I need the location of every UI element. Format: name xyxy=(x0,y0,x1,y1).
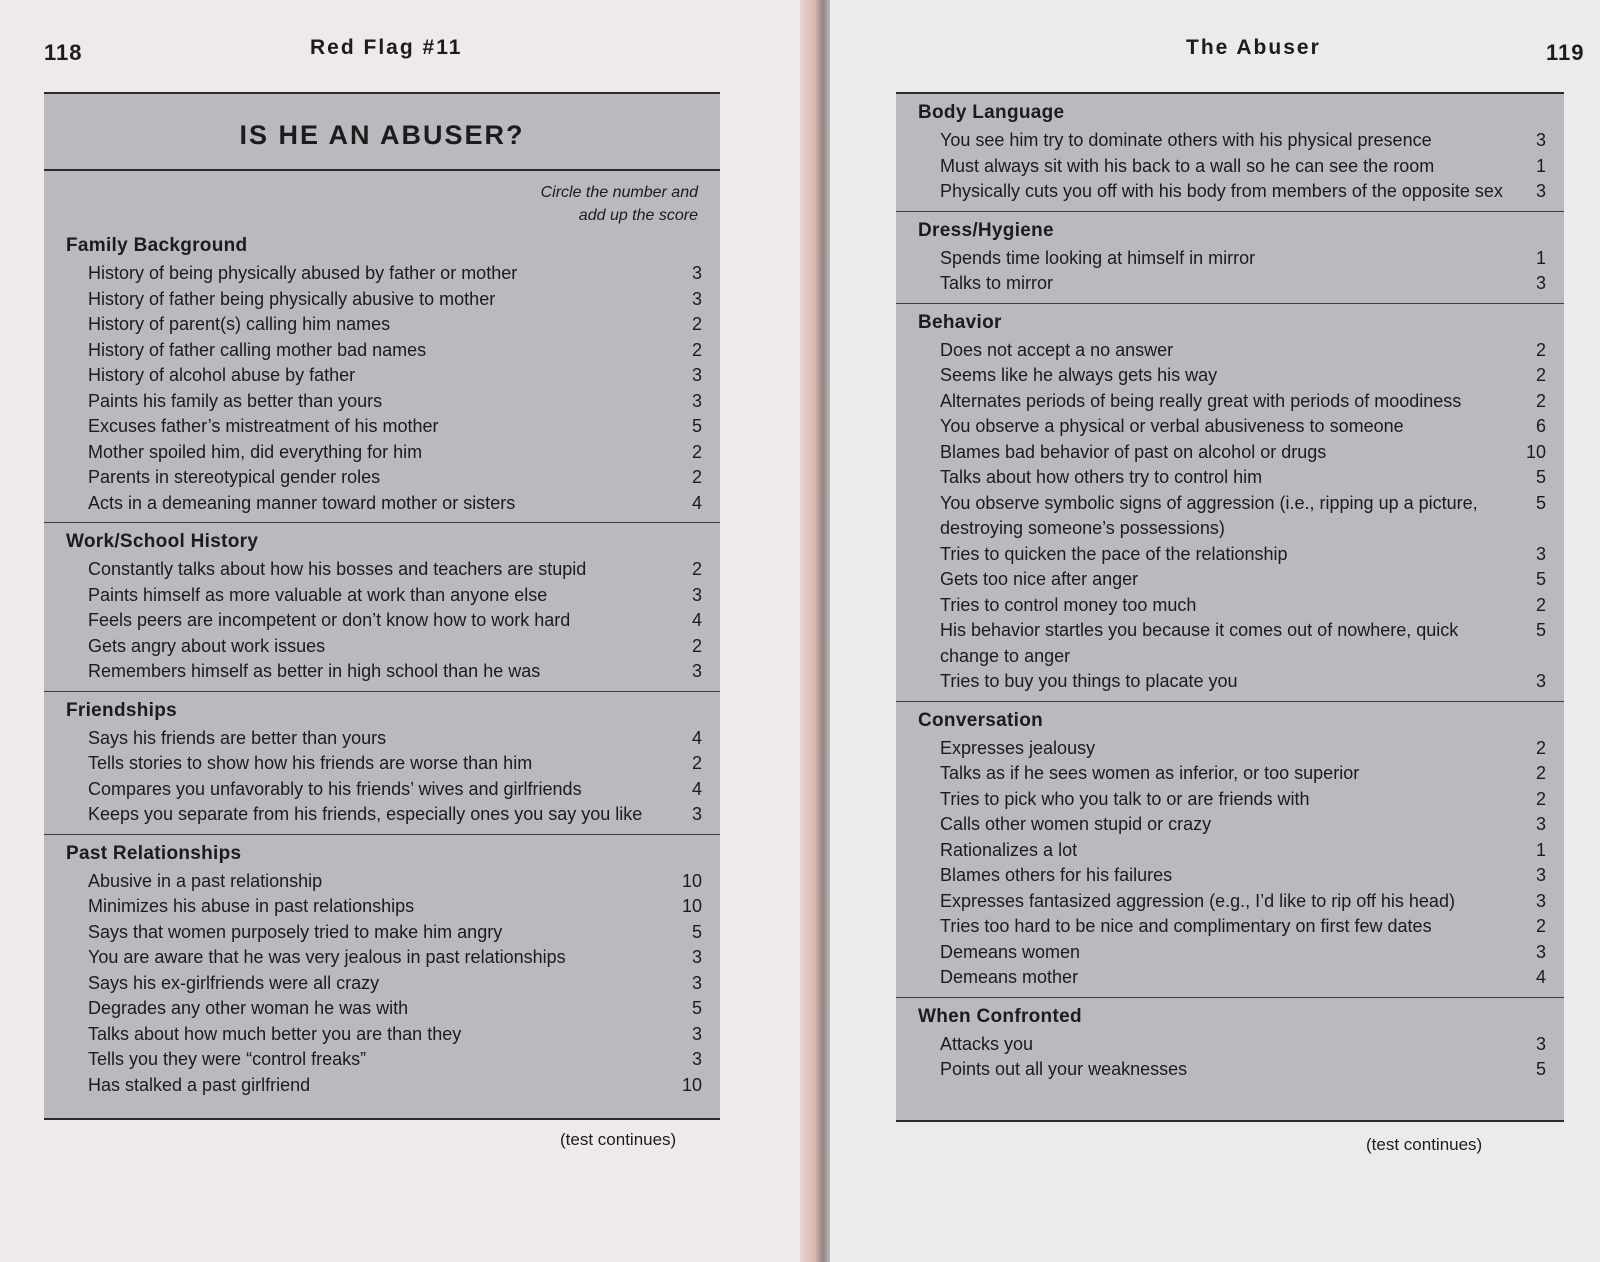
quiz-item-text: Paints himself as more valuable at work than anyone else xyxy=(88,584,548,605)
quiz-item-text: Physically cuts you off with his body from members of the opposite sex xyxy=(940,181,1503,201)
quiz-item xyxy=(44,1047,720,1073)
quiz-item-text: Says his friends are better than yours xyxy=(88,727,387,748)
quiz-instruction xyxy=(44,171,720,227)
section-heading: Dress/Hygiene xyxy=(918,219,1054,241)
quiz-item xyxy=(896,914,1564,940)
quiz-item-score: 2 xyxy=(1535,594,1546,615)
quiz-item xyxy=(44,894,720,920)
quiz-item-text: Alternates periods of being really great with periods of moodiness xyxy=(940,390,1462,411)
section-heading: Friendships xyxy=(66,699,177,721)
quiz-item xyxy=(44,634,720,660)
quiz-item-text: Tries to control money too much xyxy=(940,594,1197,615)
quiz-item-score: 3 xyxy=(1535,941,1546,962)
quiz-item-score: 10 xyxy=(681,870,702,891)
quiz-item-score: 3 xyxy=(691,365,702,385)
right-page-number: 119 xyxy=(1546,40,1585,65)
right-running-head: The Abuser xyxy=(1186,36,1321,59)
quiz-item xyxy=(44,971,720,997)
right-sections xyxy=(896,94,1564,1089)
quiz-item xyxy=(896,1032,1564,1058)
quiz-item-score: 2 xyxy=(691,339,702,360)
quiz-item-text: Degrades any other woman he was with xyxy=(88,998,409,1018)
quiz-section xyxy=(896,998,1564,1089)
quiz-item-text: Talks to mirror xyxy=(940,273,1054,293)
left-page-number: 118 xyxy=(44,40,83,65)
quiz-item-score: 2 xyxy=(1535,763,1546,783)
quiz-item xyxy=(44,1073,720,1099)
quiz-item-text: Tries too hard to be nice and complimentary on first few dates xyxy=(940,916,1432,936)
quiz-section xyxy=(44,227,720,523)
quiz-item xyxy=(896,154,1564,180)
quiz-item-score: 4 xyxy=(691,778,702,799)
quiz-item-score: 3 xyxy=(1535,1033,1546,1054)
quiz-item xyxy=(896,787,1564,813)
quiz-item xyxy=(896,838,1564,864)
quiz-item xyxy=(44,261,720,287)
quiz-item xyxy=(44,440,720,466)
quiz-item-text: Gets too nice after anger xyxy=(940,569,1139,589)
quiz-item-score: 5 xyxy=(691,921,702,942)
quiz-item-score: 3 xyxy=(691,263,702,283)
quiz-item-score: 1 xyxy=(1535,155,1546,176)
quiz-item-score: 10 xyxy=(681,896,702,916)
quiz-item-text: Paints his family as better than yours xyxy=(88,390,383,411)
quiz-section xyxy=(44,692,720,835)
quiz-item-text: You see him try to dominate others with his physical presence xyxy=(940,130,1432,150)
quiz-item xyxy=(896,542,1564,568)
quiz-item xyxy=(44,465,720,491)
quiz-item xyxy=(44,869,720,895)
quiz-item xyxy=(896,736,1564,762)
quiz-item xyxy=(896,179,1564,205)
right-footer: (test continues) xyxy=(1366,1135,1483,1154)
quiz-item-text: Tells stories to show how his friends are worse than him xyxy=(88,753,533,773)
left-running-head: Red Flag #11 xyxy=(310,36,463,59)
quiz-item xyxy=(44,1022,720,1048)
section-heading: Body Language xyxy=(918,102,1065,123)
quiz-item-text: Keeps you separate from his friends, especially ones you say you like xyxy=(88,804,643,824)
quiz-item-text: Parents in stereotypical gender roles xyxy=(88,467,381,487)
quiz-item-score: 3 xyxy=(1535,814,1546,834)
section-heading: Family Background xyxy=(66,235,248,256)
quiz-item-score: 3 xyxy=(691,1049,702,1069)
quiz-item xyxy=(896,940,1564,966)
quiz-item-text: Excuses father’s mistreatment of his mother xyxy=(88,416,439,436)
quiz-item-score: 3 xyxy=(691,947,702,967)
quiz-item xyxy=(44,414,720,440)
quiz-item-score: 4 xyxy=(691,610,702,630)
quiz-item-text: Points out all your weaknesses xyxy=(940,1059,1188,1079)
quiz-item xyxy=(44,583,720,609)
section-heading: Conversation xyxy=(918,709,1044,731)
quiz-item-score: 5 xyxy=(1535,1059,1546,1079)
quiz-item xyxy=(44,389,720,415)
quiz-item-text: Tries to buy you things to placate you xyxy=(940,671,1238,691)
quiz-item xyxy=(44,945,720,971)
quiz-item-score: 2 xyxy=(1535,788,1546,809)
quiz-item-text: Blames bad behavior of past on alcohol or drugs xyxy=(940,441,1327,462)
quiz-item-text: Tries to quicken the pace of the relationship xyxy=(940,543,1288,564)
left-footer: (test continues) xyxy=(560,1130,677,1149)
quiz-item-score: 5 xyxy=(691,998,702,1018)
quiz-item-text: Talks about how others try to control him xyxy=(940,467,1263,487)
quiz-item-text: Rationalizes a lot xyxy=(940,839,1078,860)
quiz-item-score: 2 xyxy=(691,467,702,487)
quiz-item-text: Acts in a demeaning manner toward mother or sisters xyxy=(88,492,516,513)
quiz-title: IS HE AN ABUSER? xyxy=(44,94,720,171)
quiz-item-text: Expresses fantasized aggression (e.g., I’d like to rip off his head) xyxy=(940,890,1455,911)
quiz-item xyxy=(44,338,720,364)
quiz-item-score: 2 xyxy=(691,441,702,462)
quiz-item-score: 5 xyxy=(1535,492,1546,513)
section-heading: Past Relationships xyxy=(66,842,242,864)
quiz-item-text: Attacks you xyxy=(940,1033,1034,1054)
quiz-item-score: 3 xyxy=(1535,181,1546,201)
quiz-item xyxy=(44,726,720,752)
right-page xyxy=(830,0,1600,1262)
left-sections xyxy=(44,227,720,1104)
quiz-item xyxy=(896,889,1564,915)
quiz-item-text: History of father calling mother bad names xyxy=(88,339,427,360)
quiz-section xyxy=(896,304,1564,702)
quiz-item-score: 2 xyxy=(691,753,702,773)
quiz-section xyxy=(44,523,720,692)
quiz-section xyxy=(896,212,1564,304)
quiz-item-text: Spends time looking at himself in mirror xyxy=(940,247,1256,268)
quiz-item-text: History of father being physically abusive to mother xyxy=(88,288,496,309)
quiz-item-text: Says that women purposely tried to make him angry xyxy=(88,921,503,942)
quiz-item-text: Says his ex-girlfriends were all crazy xyxy=(88,972,380,993)
quiz-item-score: 6 xyxy=(1535,416,1546,436)
quiz-item-text: Tells you they were “control freaks” xyxy=(88,1049,367,1069)
quiz-item-text: Mother spoiled him, did everything for him xyxy=(88,441,423,462)
quiz-item-score: 2 xyxy=(1535,390,1546,411)
quiz-item-score: 3 xyxy=(691,288,702,309)
quiz-item-score: 5 xyxy=(1535,620,1546,640)
quiz-item-score: 3 xyxy=(1535,671,1546,691)
quiz-item xyxy=(44,363,720,389)
section-heading: Work/School History xyxy=(66,531,259,552)
quiz-item-score: 2 xyxy=(1535,365,1546,385)
quiz-item-text: Feels peers are incompetent or don’t know how to work hard xyxy=(88,610,571,630)
quiz-item-text: Expresses jealousy xyxy=(940,737,1096,758)
instruction-line-1: Circle the number and xyxy=(540,184,698,201)
quiz-item-score: 3 xyxy=(1535,543,1546,564)
quiz-item xyxy=(896,246,1564,272)
quiz-item-score: 5 xyxy=(691,416,702,436)
quiz-item-score: 1 xyxy=(1535,839,1546,860)
quiz-item-score: 3 xyxy=(1535,130,1546,150)
quiz-item-text: Demeans women xyxy=(940,941,1081,962)
quiz-section xyxy=(896,94,1564,212)
quiz-item xyxy=(44,312,720,338)
quiz-item xyxy=(896,271,1564,297)
quiz-item-text: Tries to pick who you talk to or are friends with xyxy=(940,788,1310,809)
quiz-item-text: Compares you unfavorably to his friends’ wives and girlfriends xyxy=(88,778,582,799)
quiz-section xyxy=(896,702,1564,998)
quiz-item-score: 3 xyxy=(691,661,702,681)
quiz-item-score: 2 xyxy=(691,559,702,579)
quiz-item xyxy=(44,802,720,828)
quiz-item-score: 3 xyxy=(1535,865,1546,885)
quiz-item-score: 5 xyxy=(1535,467,1546,487)
quiz-item-score: 3 xyxy=(1535,273,1546,293)
quiz-item-score: 1 xyxy=(1535,247,1546,268)
quiz-item xyxy=(44,777,720,803)
quiz-item-score: 2 xyxy=(1535,916,1546,936)
quiz-item xyxy=(896,669,1564,695)
quiz-item xyxy=(896,567,1564,593)
quiz-item xyxy=(896,761,1564,787)
quiz-item-text: Constantly talks about how his bosses and teachers are stupid xyxy=(88,559,587,579)
quiz-item-text: Demeans mother xyxy=(940,967,1079,987)
quiz-item-score: 2 xyxy=(691,635,702,656)
quiz-item xyxy=(896,618,1564,669)
quiz-item-score: 10 xyxy=(1525,441,1546,462)
quiz-item xyxy=(896,414,1564,440)
quiz-item-text: Minimizes his abuse in past relationships xyxy=(88,896,415,916)
quiz-item-score: 5 xyxy=(1535,569,1546,589)
quiz-item xyxy=(896,128,1564,154)
quiz-item-text: Remembers himself as better in high school than he was xyxy=(88,661,541,681)
instruction-line-2: add up the score xyxy=(578,207,698,224)
quiz-item xyxy=(44,557,720,583)
quiz-item xyxy=(896,1057,1564,1083)
quiz-item-text: Abusive in a past relationship xyxy=(88,870,323,891)
quiz-item xyxy=(896,389,1564,415)
quiz-item-score: 3 xyxy=(1535,890,1546,911)
quiz-item-text: History of being physically abused by father or mother xyxy=(88,263,518,283)
quiz-item xyxy=(896,863,1564,889)
quiz-item-score: 3 xyxy=(691,584,702,605)
quiz-item-text: You observe symbolic signs of aggression (i.e., ripping up a picture, destroying someone’s possessions) xyxy=(940,492,1478,538)
quiz-item-score: 2 xyxy=(1535,339,1546,360)
quiz-item-text: Seems like he always gets his way xyxy=(940,365,1218,385)
quiz-item xyxy=(896,440,1564,466)
quiz-item-score: 10 xyxy=(681,1074,702,1095)
quiz-item-score: 2 xyxy=(691,314,702,334)
section-heading: When Confronted xyxy=(918,1005,1082,1027)
section-heading: Behavior xyxy=(918,311,1002,333)
quiz-box-right xyxy=(896,92,1564,1122)
quiz-item xyxy=(44,659,720,685)
quiz-item-text: You observe a physical or verbal abusiveness to someone xyxy=(940,416,1404,436)
quiz-item-score: 4 xyxy=(691,492,702,513)
quiz-item-text: Calls other women stupid or crazy xyxy=(940,814,1212,834)
quiz-item xyxy=(896,363,1564,389)
quiz-item xyxy=(896,465,1564,491)
quiz-item xyxy=(44,491,720,517)
quiz-item xyxy=(44,608,720,634)
quiz-item xyxy=(44,287,720,313)
quiz-item-score: 4 xyxy=(691,727,702,748)
quiz-item xyxy=(896,965,1564,991)
quiz-item-score: 4 xyxy=(1535,967,1546,987)
quiz-item-text: Blames others for his failures xyxy=(940,865,1173,885)
quiz-item-text: Talks about how much better you are than they xyxy=(88,1023,462,1044)
quiz-item xyxy=(896,338,1564,364)
quiz-item-text: You are aware that he was very jealous in past relationships xyxy=(88,947,566,967)
quiz-item-score: 2 xyxy=(1535,737,1546,758)
quiz-item xyxy=(896,491,1564,542)
quiz-item-text: His behavior startles you because it comes out of nowhere, quick change to anger xyxy=(940,620,1459,666)
quiz-item xyxy=(44,996,720,1022)
quiz-item-score: 3 xyxy=(691,1023,702,1044)
quiz-item xyxy=(896,593,1564,619)
quiz-item-text: History of alcohol abuse by father xyxy=(88,365,356,385)
quiz-item-text: Talks as if he sees women as inferior, or too superior xyxy=(940,763,1360,783)
quiz-item xyxy=(896,812,1564,838)
quiz-item xyxy=(44,920,720,946)
quiz-item-text: Must always sit with his back to a wall so he can see the room xyxy=(940,155,1435,176)
quiz-item-score: 3 xyxy=(691,804,702,824)
quiz-item xyxy=(44,751,720,777)
quiz-item-score: 3 xyxy=(691,972,702,993)
quiz-item-text: History of parent(s) calling him names xyxy=(88,314,391,334)
quiz-item-score: 3 xyxy=(691,390,702,411)
quiz-item-text: Has stalked a past girlfriend xyxy=(88,1074,311,1095)
quiz-item-text: Gets angry about work issues xyxy=(88,635,326,656)
quiz-box-left xyxy=(44,92,720,1120)
quiz-item-text: Does not accept a no answer xyxy=(940,339,1174,360)
quiz-section xyxy=(44,835,720,1105)
